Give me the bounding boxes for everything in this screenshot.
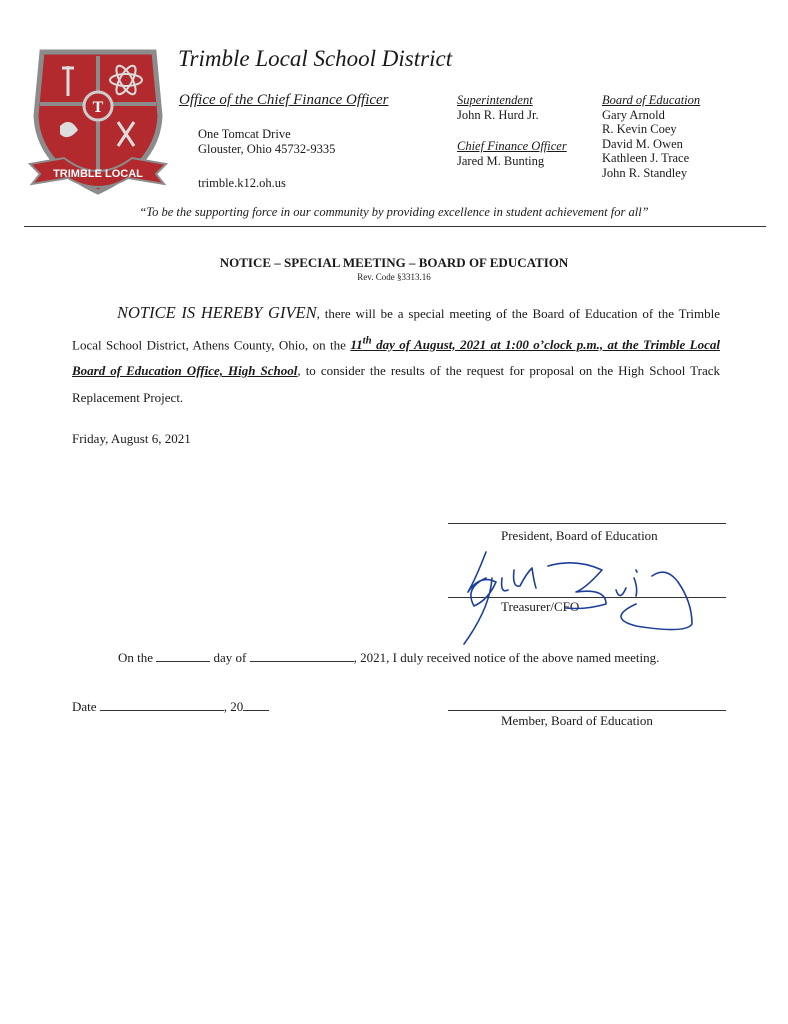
- cfo-name: Jared M. Bunting: [457, 153, 545, 168]
- district-name: Trimble Local School District: [178, 46, 453, 71]
- crest-letter: T: [92, 99, 104, 116]
- year-blank[interactable]: [243, 699, 269, 711]
- board-member: John R. Standley: [602, 165, 688, 180]
- address-line-2: Glouster, Ohio 45732-9335: [198, 142, 336, 156]
- header-divider: [24, 226, 766, 227]
- district-motto: “To be the supporting force in our community by providing excellence in student achievement for all”: [139, 205, 649, 219]
- crest-banner-text: TRIMBLE LOCAL: [53, 168, 143, 180]
- receipt-day-of: day of: [213, 650, 247, 665]
- receipt-on-the: On the: [118, 650, 154, 665]
- notice-date: Friday, August 6, 2021: [72, 431, 191, 446]
- cfo-block: [457, 139, 567, 168]
- meeting-day-suffix: th: [362, 334, 372, 347]
- receipt-date-line: [72, 699, 269, 715]
- member-signature-line: [448, 710, 726, 711]
- address-line-1: One Tomcat Drive: [198, 127, 291, 141]
- board-member: David M. Owen: [602, 136, 683, 151]
- address-block: [198, 127, 335, 157]
- date-blank[interactable]: [100, 699, 224, 711]
- notice-text-2: , to consider the results of the request for proposal on the High School Track Replacement Project.: [72, 363, 720, 405]
- president-signature-line: [448, 523, 726, 524]
- website-link[interactable]: trimble.k12.oh.us: [198, 176, 286, 190]
- notice-title: NOTICE – SPECIAL MEETING – BOARD OF EDUCATION: [219, 255, 569, 270]
- board-heading: Board of Education: [602, 93, 701, 107]
- board-member: Gary Arnold: [602, 107, 665, 122]
- day-blank[interactable]: [156, 650, 210, 662]
- meeting-time-place: day of August, 2021 at 1:00 o’clock p.m., at the Trimble Local Board of Education Office, High School: [72, 336, 720, 379]
- notice-lead: NOTICE IS HEREBY GIVEN: [117, 303, 317, 322]
- superintendent-heading: Superintendent: [457, 93, 533, 107]
- member-label: Member, Board of Education: [501, 713, 653, 728]
- cfo-heading: Chief Finance Officer: [457, 139, 567, 153]
- office-name: Office of the Chief Finance Officer: [179, 92, 389, 108]
- rev-code: Rev. Code §3313.16: [357, 272, 431, 282]
- board-member: R. Kevin Coey: [602, 122, 677, 137]
- meeting-day: 11: [350, 336, 363, 352]
- date-label: Date: [72, 699, 97, 714]
- receipt-line: [118, 650, 659, 666]
- president-label: President, Board of Education: [501, 528, 658, 543]
- superintendent-block: [457, 93, 539, 122]
- notice-text-1: , there will be a special meeting of the Board of Education of the Trimble Local School District, Athens County, Ohio, on the: [72, 306, 720, 352]
- handwritten-signature: [456, 548, 706, 648]
- year-prefix: , 20: [223, 699, 244, 714]
- treasurer-label: Treasurer/CFO: [501, 599, 580, 614]
- notice-body: [72, 300, 720, 411]
- board-member: Kathleen J. Trace: [602, 151, 690, 166]
- district-crest-logo: [24, 46, 172, 202]
- board-block: [602, 93, 700, 181]
- superintendent-name: John R. Hurd Jr.: [457, 107, 539, 122]
- month-blank[interactable]: [250, 650, 354, 662]
- receipt-year-text: , 2021, I duly received notice of the above named meeting.: [353, 650, 660, 665]
